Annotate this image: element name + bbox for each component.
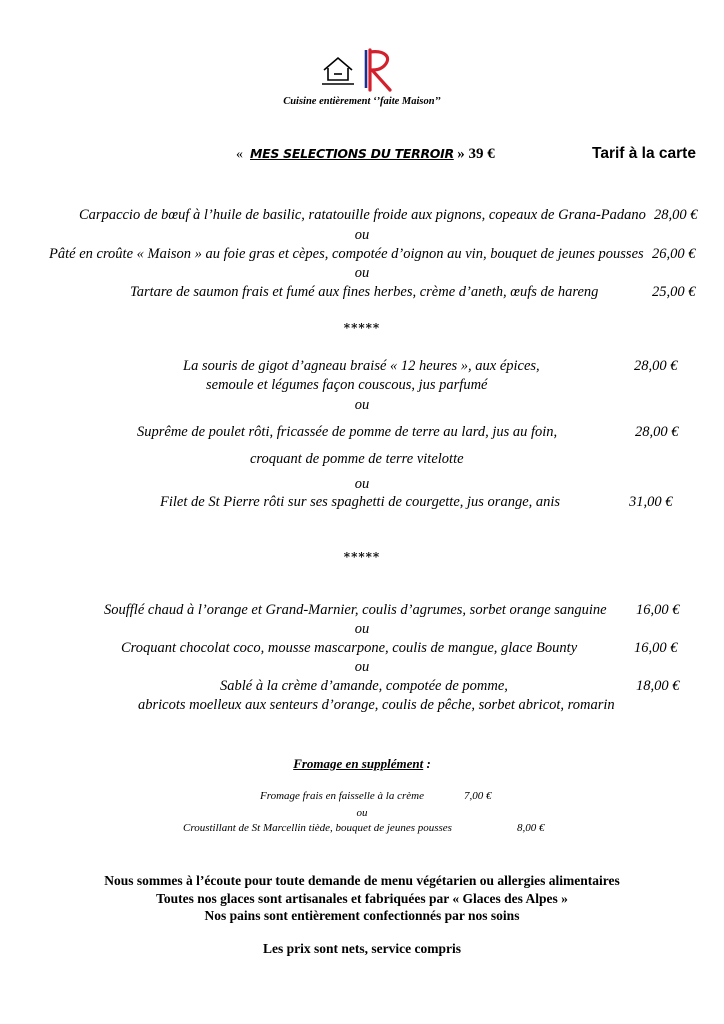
cheese-2-price: 8,00 € [517,822,545,834]
main-1-line1: La souris de gigot d’agneau braisé « 12 heures », aux épices, [183,358,540,374]
dessert-1-price: 16,00 € [636,602,680,618]
dessert-2-price: 16,00 € [634,640,678,656]
footer-line-1: Nous sommes à l’écoute pour toute demande de menu végétarien ou allergies alimentaires [104,873,620,888]
cheese-title: Fromage en supplément [293,756,424,771]
house-r-logo [320,46,406,92]
cheese-2-name: Croustillant de St Marcellin tiède, bouquet de jeunes pousses [183,822,452,834]
or-label: ou [354,397,370,413]
or-label: ou [354,227,370,243]
main-3-price: 31,00 € [629,494,673,510]
selection-price: 39 € [468,146,495,162]
starter-2-price: 26,00 € [652,246,696,262]
dessert-3-line2: abricots moelleux aux senteurs d’orange, coulis de pêche, sorbet abricot, romarin [138,697,615,713]
starter-1-price: 28,00 € [654,207,698,223]
or-label: ou [354,265,370,281]
or-label: ou [354,621,370,637]
close-quote: » [457,146,465,162]
dessert-2-line1: Croquant chocolat coco, mousse mascarpone, coulis de mangue, glace Bounty [121,640,578,656]
open-quote: « [236,147,243,162]
selection-price-wrap [457,146,495,162]
tagline: Cuisine entièrement ‘’faite Maison’’ [283,96,441,107]
dessert-3-line1: Sablé à la crème d’amande, compotée de pomme, [220,678,508,694]
main-3-line1: Filet de St Pierre rôti sur ses spaghetti de courgette, jus orange, anis [160,494,561,510]
separator: ***** [343,321,381,335]
starter-1-name: Carpaccio de bœuf à l’huile de basilic, ratatouille froide aux pignons, copeaux de Grana-Padano [79,207,646,223]
or-label: ou [356,807,368,819]
main-1-price: 28,00 € [634,358,678,374]
footer-line-4: Les prix sont nets, service compris [263,941,461,956]
main-2-price: 28,00 € [635,424,679,440]
main-2-line1: Suprême de poulet rôti, fricassée de pomme de terre au lard, jus au foin, [137,424,558,440]
tarif-label: Tarif à la carte [592,145,696,162]
house-icon [322,58,354,84]
cheese-1-price: 7,00 € [464,790,492,802]
starter-3-price: 25,00 € [652,284,696,300]
starter-3-name: Tartare de saumon frais et fumé aux fines herbes, crème d’aneth, œufs de hareng [130,284,599,300]
cheese-heading [0,756,724,772]
separator: ***** [343,550,381,564]
or-label: ou [354,659,370,675]
r-letter-icon [370,50,390,90]
dessert-1-line1: Soufflé chaud à l’orange et Grand-Marnier, coulis d’agrumes, sorbet orange sanguine [104,602,607,618]
cheese-colon: : [423,756,431,771]
footer-line-2: Toutes nos glaces sont artisanales et fabriquées par « Glaces des Alpes » [156,891,568,906]
cheese-1-name: Fromage frais en faisselle à la crème [260,790,424,802]
dessert-3-price: 18,00 € [636,678,680,694]
footer-line-3: Nos pains sont entièrement confectionnés par nos soins [204,908,520,923]
selection-heading [236,146,495,163]
selection-title: MES SELECTIONS DU TERROIR [250,146,454,161]
main-2-line2: croquant de pomme de terre vitelotte [250,451,464,467]
main-1-line2: semoule et légumes façon couscous, jus parfumé [206,377,488,393]
or-label: ou [354,476,370,492]
starter-2-name: Pâté en croûte « Maison » au foie gras et cèpes, compotée d’oignon au vin, bouquet de jeunes pousses [49,246,644,262]
